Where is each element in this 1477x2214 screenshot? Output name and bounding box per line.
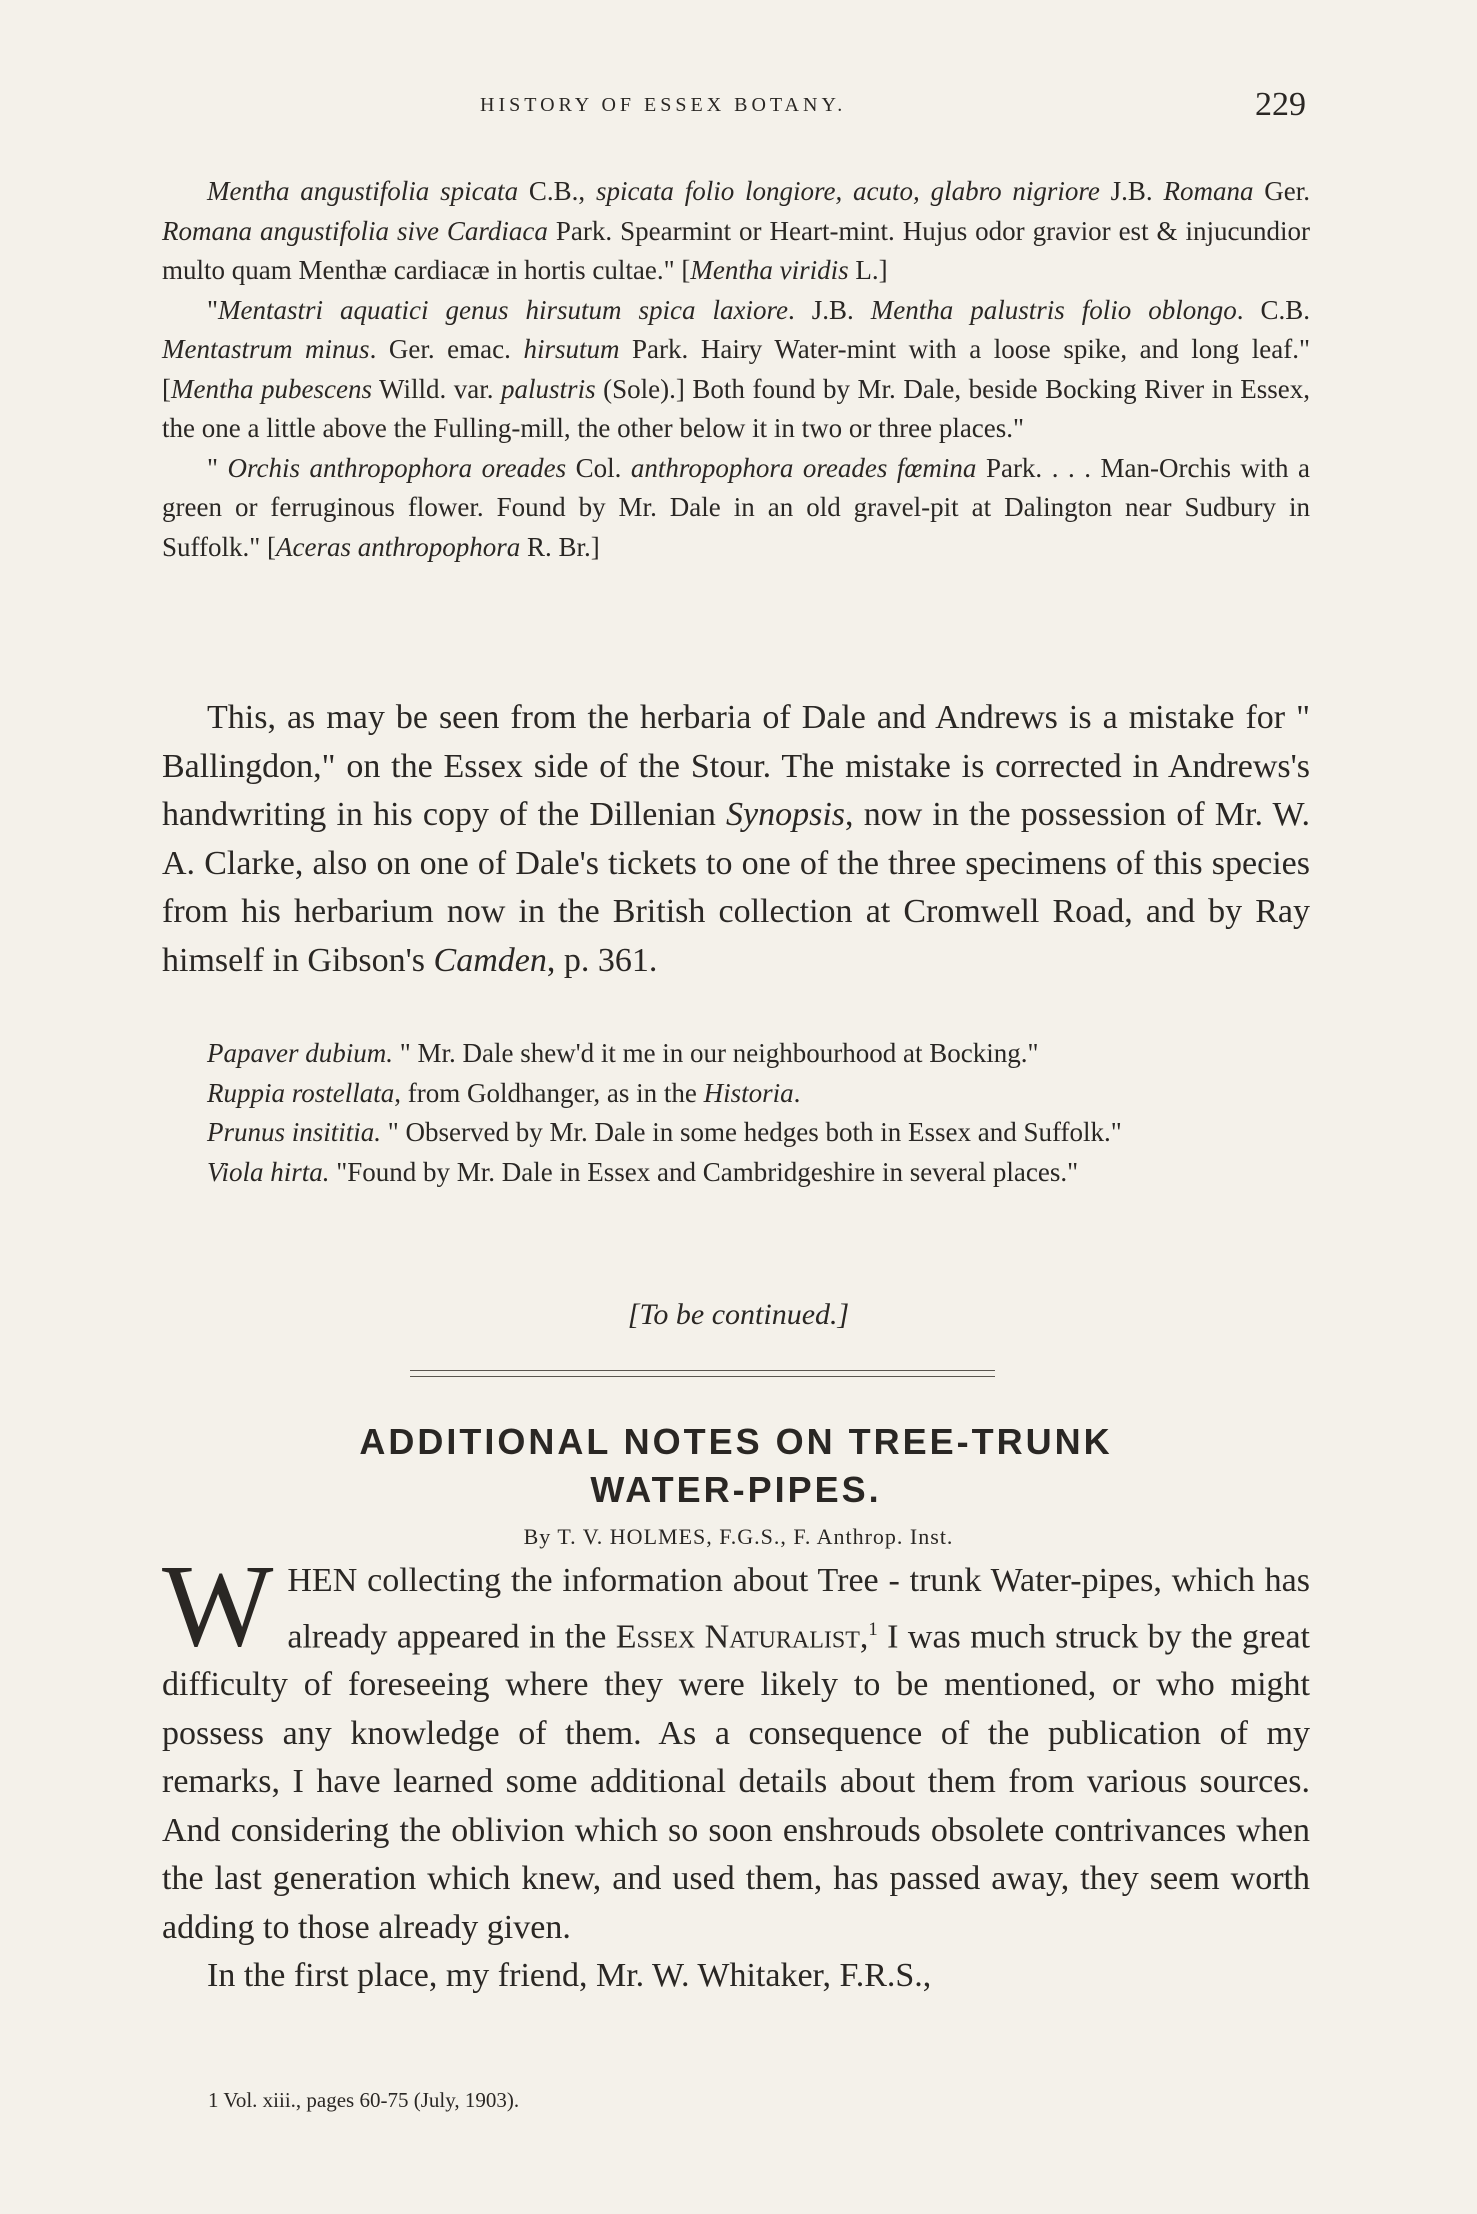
- text-run: . C.B.: [1236, 294, 1310, 325]
- article-title-line-2: WATER-PIPES.: [590, 1469, 882, 1510]
- latin-name: Mentastrum minus: [162, 334, 370, 364]
- latin-name: Papaver dubium.: [207, 1038, 393, 1068]
- running-head: HISTORY OF ESSEX BOTANY.: [480, 94, 847, 116]
- text-run: Park. Hairy Water-mint with a loose spike, and long leaf." [: [162, 334, 1310, 404]
- text-run: C.B.,: [518, 176, 596, 206]
- article-paragraph-1: [162, 1540, 1310, 1952]
- page-number: 229: [1255, 86, 1306, 123]
- text-run: Willd. var.: [372, 373, 502, 404]
- paragraph-papaver: [162, 1034, 1310, 1074]
- text-run: Col.: [566, 452, 631, 483]
- byline: By T. V. HOLMES, F.G.S., F. Anthrop. Inst.: [523, 1524, 954, 1549]
- latin-name: Mentha viridis: [690, 255, 849, 285]
- latin-name: Orchis anthropophora oreades: [227, 452, 567, 483]
- text-run: " Mr. Dale shew'd it me in our neighbourhood at Bocking.": [392, 1038, 1039, 1068]
- latin-name: Aceras anthropophora: [276, 531, 521, 562]
- text-run: .: [793, 1077, 801, 1108]
- latin-name: Mentha pubescens: [171, 373, 372, 404]
- paragraph-mentastri: [162, 291, 1310, 449]
- text-run: Park. Spearmint or Heart-mint. Hujus odor gravior est & injucundior multo quam Menthæ cardiacæ in hortis cultae." [: [162, 215, 1310, 285]
- ballingdon-note: [162, 694, 1310, 985]
- text-run: Ger.: [1253, 176, 1311, 206]
- paragraph-ballingdon: [162, 694, 1310, 985]
- footnote-marker: 1: [868, 1618, 878, 1640]
- article-title: [162, 1418, 1310, 1514]
- quotations-block: [162, 172, 1310, 567]
- book-title: Historia: [703, 1077, 794, 1108]
- paragraph-mentha-spicata: [162, 172, 1310, 291]
- text-run: I was much struck by the great difficulty of foreseeing where they were likely to be mentioned, or who might possess any knowledge of them. As a consequence of the publication of my remarks, I have learned some additional details about them from various sources. And considering the oblivion which so soon enshrouds obsolete contrivances when the last generation which knew, and used them, has passed away, they seem worth adding to those already given.: [162, 1617, 1310, 1946]
- article-paragraph-2: In the first place, my friend, Mr. W. Whitaker, F.R.S.,: [207, 1957, 932, 1995]
- page-header: [0, 86, 1477, 132]
- journal-name: Essex Naturalist,: [615, 1617, 869, 1655]
- latin-name: Romana angustifolia sive Cardiaca: [162, 215, 548, 246]
- latin-name: Ruppia rostellata: [207, 1077, 395, 1108]
- section-divider-bottom: [410, 1376, 995, 1377]
- paragraph-prunus: [162, 1113, 1310, 1153]
- text-run: " Observed by Mr. Dale in some hedges both in Essex and Suffolk.": [381, 1117, 1122, 1147]
- text-run: ": [207, 452, 228, 483]
- paragraph-ruppia: [162, 1074, 1310, 1114]
- book-title: Synopsis: [726, 796, 846, 833]
- latin-name: Viola hirta.: [207, 1156, 330, 1187]
- text-run: ": [207, 294, 219, 325]
- text-run: This, as may be seen from the herbaria of Dale and Andrews is a mistake for " Ballingdon," on the Essex side of the Stour. The mistake is corrected in Andrews's handwriting in his copy of the Dillenian: [162, 699, 1310, 833]
- latin-name: Mentastri aquatici genus hirsutum spica laxiore: [218, 294, 788, 325]
- text-run: L.]: [848, 255, 888, 285]
- footnote: 1 Vol. xiii., pages 60-75 (July, 1903).: [208, 2088, 520, 2112]
- species-list: [162, 1034, 1310, 1192]
- latin-name: Mentha angustifolia spicata: [207, 176, 519, 206]
- text-run: , p. 361.: [546, 941, 658, 979]
- latin-name: spicata folio longiore, acuto, glabro nigriore: [595, 176, 1100, 206]
- drop-cap: W: [162, 1540, 274, 1671]
- text-run: "Found by Mr. Dale in Essex and Cambridgeshire in several places.": [329, 1156, 1079, 1187]
- text-run: . Ger. emac.: [369, 334, 524, 364]
- text-run: Park. . . . Man-Orchis with a green or ferruginous flower. Found by Mr. Dale in an old gravel-pit at Dalington near Sudbury in Suffolk." [: [162, 452, 1310, 562]
- paragraph-viola: [162, 1153, 1310, 1193]
- book-title: Camden: [433, 941, 547, 979]
- article-title-line-1: ADDITIONAL NOTES ON TREE-TRUNK: [359, 1421, 1113, 1462]
- latin-name: Mentha palustris folio oblongo: [870, 294, 1237, 325]
- text-run: R. Br.]: [520, 531, 600, 562]
- text-run: , from Goldhanger, as in the: [394, 1077, 704, 1108]
- latin-name: hirsutum: [523, 334, 620, 364]
- text-run: . J.B.: [787, 294, 871, 325]
- text-run: , now in the possession of Mr. W. A. Clarke, also on one of Dale's tickets to one of the three specimens of this species from his herbarium now in the British collection at Cromwell Road, and by Ray himself in Gibson's: [162, 796, 1311, 979]
- article-body: [162, 1540, 1310, 2001]
- section-divider-top: [410, 1370, 995, 1371]
- latin-name: palustris: [501, 373, 596, 404]
- latin-name: anthropophora oreades fœmina: [630, 452, 977, 483]
- latin-name: Prunus insititia.: [207, 1117, 382, 1147]
- paragraph-orchis: [162, 449, 1310, 568]
- text-run: J.B.: [1099, 176, 1164, 206]
- text-run: (Sole).] Both found by Mr. Dale, beside Bocking River in Essex, the one a little above the Fulling-mill, the other below it in two or three places.": [162, 373, 1310, 443]
- to-be-continued: [To be continued.]: [627, 1298, 850, 1331]
- latin-name: Romana: [1163, 176, 1254, 206]
- text-run: HEN collecting the information about Tree - trunk Water-pipes, which has already appeared in the: [287, 1562, 1310, 1655]
